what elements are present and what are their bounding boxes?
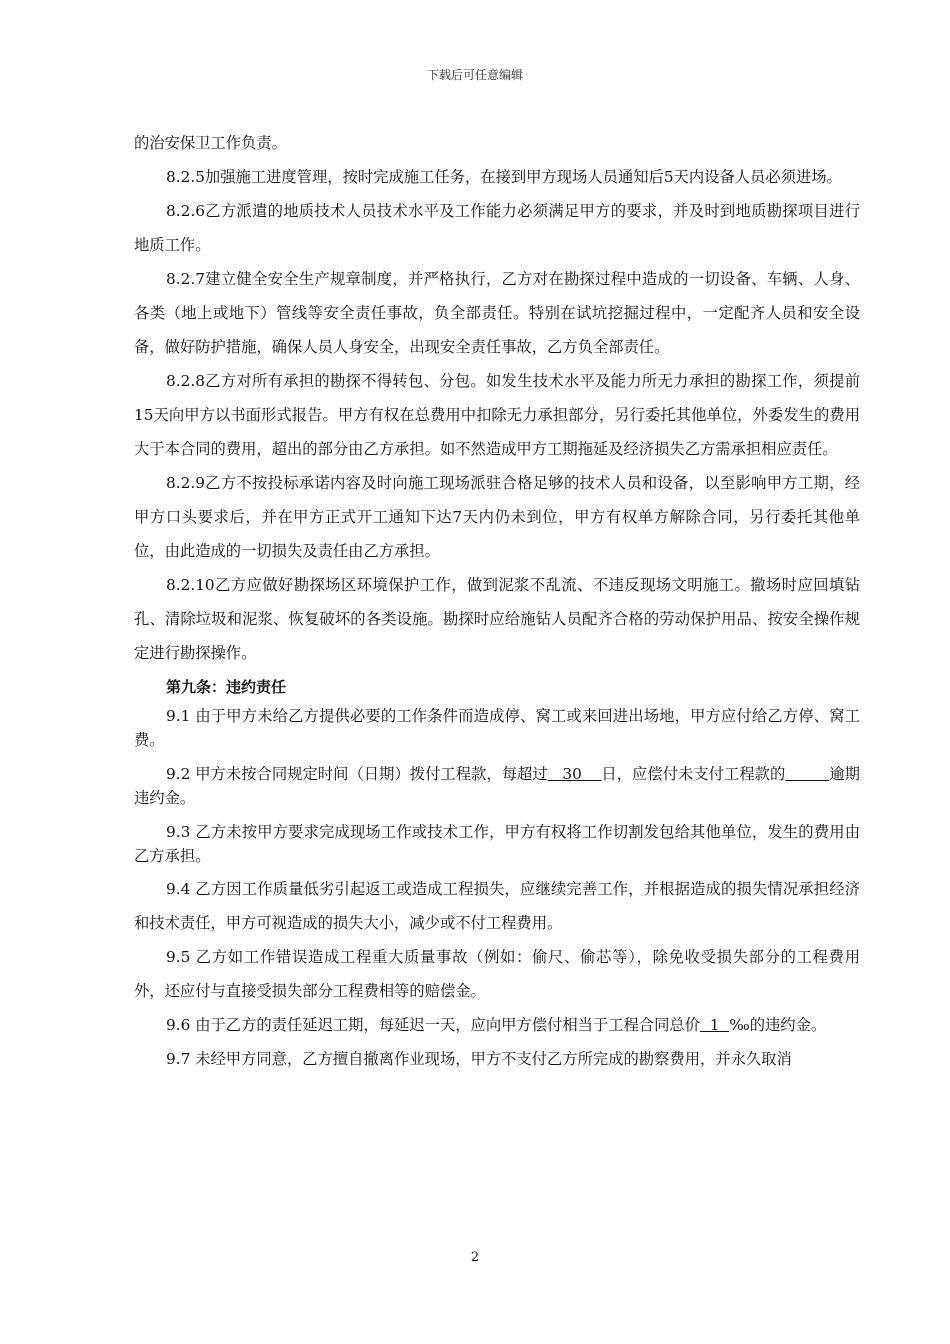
clause-9-2 <box>134 762 860 810</box>
document-body <box>134 126 860 1076</box>
section-heading-article-9: 第九条：违约责任 <box>166 678 287 696</box>
clause-9-2-text-a: 9.2 甲方未按合同规定时间（日期）拨付工程款，每超过 <box>166 765 548 783</box>
clause-8-2-7: 8.2.7建立健全安全生产规章制度，并严格执行，乙方对在勘探过程中造成的一切设备、车辆、人身、各类（地上或地下）管线等安全责任事故，负全部责任。特别在试坑挖掘过程中，一定配齐人员和安全设备，做好防护措施，确保人员人身安全，出现安全责任事故，乙方负全部责任。 <box>134 270 860 356</box>
clause-9-1: 9.1 由于甲方未给乙方提供必要的工作条件而造成停、窝工或来回进出场地，甲方应付给乙方停、窝工费。 <box>134 707 860 749</box>
clause-8-2-6: 8.2.6乙方派遣的地质技术人员技术水平及工作能力必须满足甲方的要求，并及时到地质勘探项目进行地质工作。 <box>134 202 860 254</box>
page-header: 下载后可任意编辑 <box>426 68 523 82</box>
clause-8-2-8: 8.2.8乙方对所有承担的勘探不得转包、分包。如发生技术水平及能力所无力承担的勘探工作，须提前15天向甲方以书面形式报告。甲方有权在总费用中扣除无力承担部分，另行委托其他单位，外委发生的费用大于本合同的费用，超出的部分由乙方承担。如不然造成甲方工期拖延及经济损失乙方需承担相应责任。 <box>134 372 860 458</box>
clause-9-2-text-b: 日，应偿付未支付工程款的 <box>601 765 786 783</box>
clause-9-6-text-b: ‰的违约金。 <box>729 1016 827 1034</box>
clause-8-2-5: 8.2.5加强施工进度管理，按时完成施工任务，在接到甲方现场人员通知后5天内设备人员必须进场。 <box>166 168 842 186</box>
clause-9-6-text-a: 9.6 由于乙方的责任延迟工期，每延迟一天，应向甲方偿付相当于工程合同总价 <box>166 1016 700 1034</box>
paragraph-continuation: 的治安保卫工作负责。 <box>134 134 287 152</box>
clause-9-7: 9.7 未经甲方同意，乙方擅自撤离作业现场，甲方不支付乙方所完成的勘察费用，并永久取消 <box>166 1050 792 1068</box>
clause-9-2-text-c: 逾期违约金。 <box>134 765 860 807</box>
page-number: 2 <box>470 1250 480 1265</box>
clause-9-2-days-field: 30 <box>547 765 602 783</box>
clause-9-4: 9.4 乙方因工作质量低劣引起返工或造成工程损失，应继续完善工作，并根据造成的损失情况承担经济和技术责任，甲方可视造成的损失大小，减少或不付工程费用。 <box>134 880 860 932</box>
clause-9-5: 9.5 乙方如工作错误造成工程重大质量事故（例如：偷尺、偷芯等），除免收受损失部分的工程费用外，还应付与直接受损失部分工程费相等的赔偿金。 <box>134 948 860 1000</box>
clause-8-2-10: 8.2.10乙方应做好勘探场区环境保护工作，做到泥浆不乱流、不违反现场文明施工。撤场时应回填钻孔、清除垃圾和泥浆、恢复破坏的各类设施。勘探时应给施钻人员配齐合格的劳动保护用品、按安全操作规定进行勘探操作。 <box>134 576 860 662</box>
clause-9-3: 9.3 乙方未按甲方要求完成现场工作或技术工作，甲方有权将工作切割发包给其他单位，发生的费用由乙方承担。 <box>134 823 860 865</box>
clause-9-2-blank-field <box>785 765 829 783</box>
clause-9-6-rate-field: 1 <box>700 1016 730 1034</box>
clause-9-6 <box>134 1008 860 1042</box>
clause-8-2-9: 8.2.9乙方不按投标承诺内容及时向施工现场派驻合格足够的技术人员和设备，以至影响甲方工期，经甲方口头要求后，并在甲方正式开工通知下达7天内仍未到位，甲方有权单方解除合同，另行委托其他单位，由此造成的一切损失及责任由乙方承担。 <box>134 474 860 560</box>
